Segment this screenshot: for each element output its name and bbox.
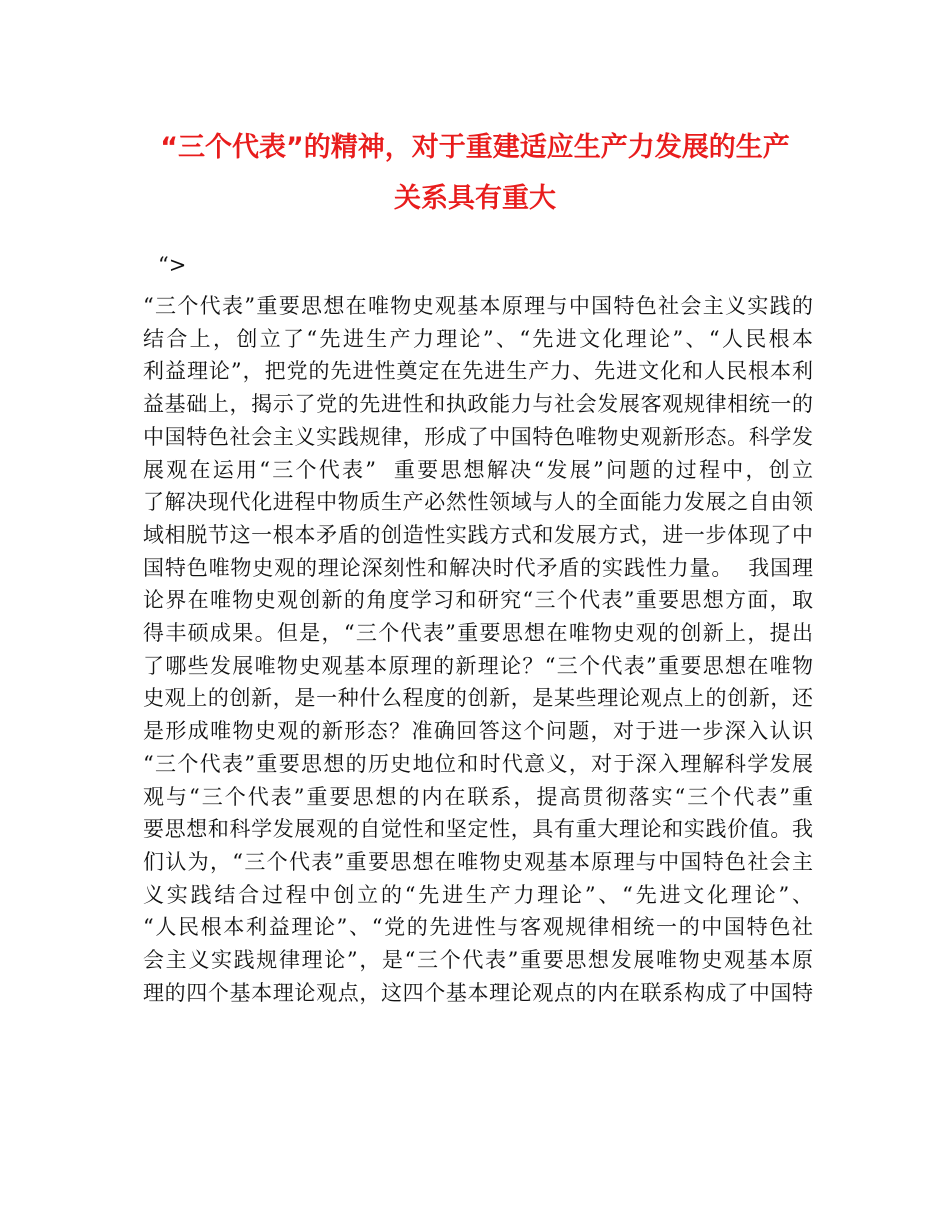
- body-text-line: 论界在唯物史观创新的角度学习和研究“三个代表”重要思想方面，取: [143, 588, 813, 613]
- body-text-line: 理的四个基本理论观点，这四个基本理论观点的内在联系构成了中国特: [143, 980, 813, 1005]
- body-text-line: 会主义实践规律理论”，是“三个代表”重要思想发展唯物史观基本原: [143, 948, 813, 972]
- body-text-line: “三个代表”重要思想的历史地位和时代意义，对于深入理解科学发展: [143, 751, 813, 776]
- body-text-line: 观与“三个代表”重要思想的内在联系，提高贯彻落实“三个代表”重: [143, 784, 813, 809]
- body-text-line: 得丰硕成果。但是，“三个代表”重要思想在唯物史观的创新上，提出: [143, 621, 813, 645]
- document-opener: “>: [158, 253, 187, 277]
- body-text-line: 了解决现代化进程中物质生产必然性领域与人的全面能力发展之自由领: [143, 490, 813, 515]
- body-text-line: 结合上，创立了“先进生产力理论”、“先进文化理论”、“人民根本: [143, 326, 813, 351]
- body-text-line: “人民根本利益理论”、“党的先进性与客观规律相统一的中国特色社: [143, 915, 813, 940]
- body-text-line: 展观在运用“三个代表” 重要思想解决“发展”问题的过程中，创立: [143, 457, 813, 482]
- body-text-line: 史观上的创新，是一种什么程度的创新，是某些理论观点上的创新，还: [143, 686, 813, 711]
- document-title-line-2: 关系具有重大: [394, 183, 556, 214]
- body-text-line: 中国特色社会主义实践规律，形成了中国特色唯物史观新形态。科学发: [143, 424, 813, 449]
- body-text-line: 是形成唯物史观的新形态？准确回答这个问题，对于进一步深入认识: [143, 719, 813, 744]
- body-text-line: 国特色唯物史观的理论深刻性和解决时代矛盾的实践性力量。 我国理: [143, 555, 813, 580]
- body-text-line: 了哪些发展唯物史观基本原理的新理论？“三个代表”重要思想在唯物: [143, 653, 813, 678]
- document-title-line-1: “三个代表”的精神，对于重建适应生产力发展的生产: [160, 132, 790, 163]
- body-text-line: 域相脱节这一根本矛盾的创造性实践方式和发展方式，进一步体现了中: [143, 522, 813, 547]
- body-text-line: 利益理论”，把党的先进性奠定在先进生产力、先进文化和人民根本利: [143, 359, 813, 384]
- body-text-line: 们认为，“三个代表”重要思想在唯物史观基本原理与中国特色社会主: [143, 849, 813, 874]
- body-text-line: “三个代表”重要思想在唯物史观基本原理与中国特色社会主义实践的: [143, 294, 813, 318]
- body-text-line: 要思想和科学发展观的自觉性和坚定性，具有重大理论和实践价值。我: [143, 817, 813, 842]
- body-text-line: 义实践结合过程中创立的“先进生产力理论”、“先进文化理论”、: [143, 882, 813, 907]
- body-text-line: 益基础上，揭示了党的先进性和执政能力与社会发展客观规律相统一的: [143, 392, 813, 417]
